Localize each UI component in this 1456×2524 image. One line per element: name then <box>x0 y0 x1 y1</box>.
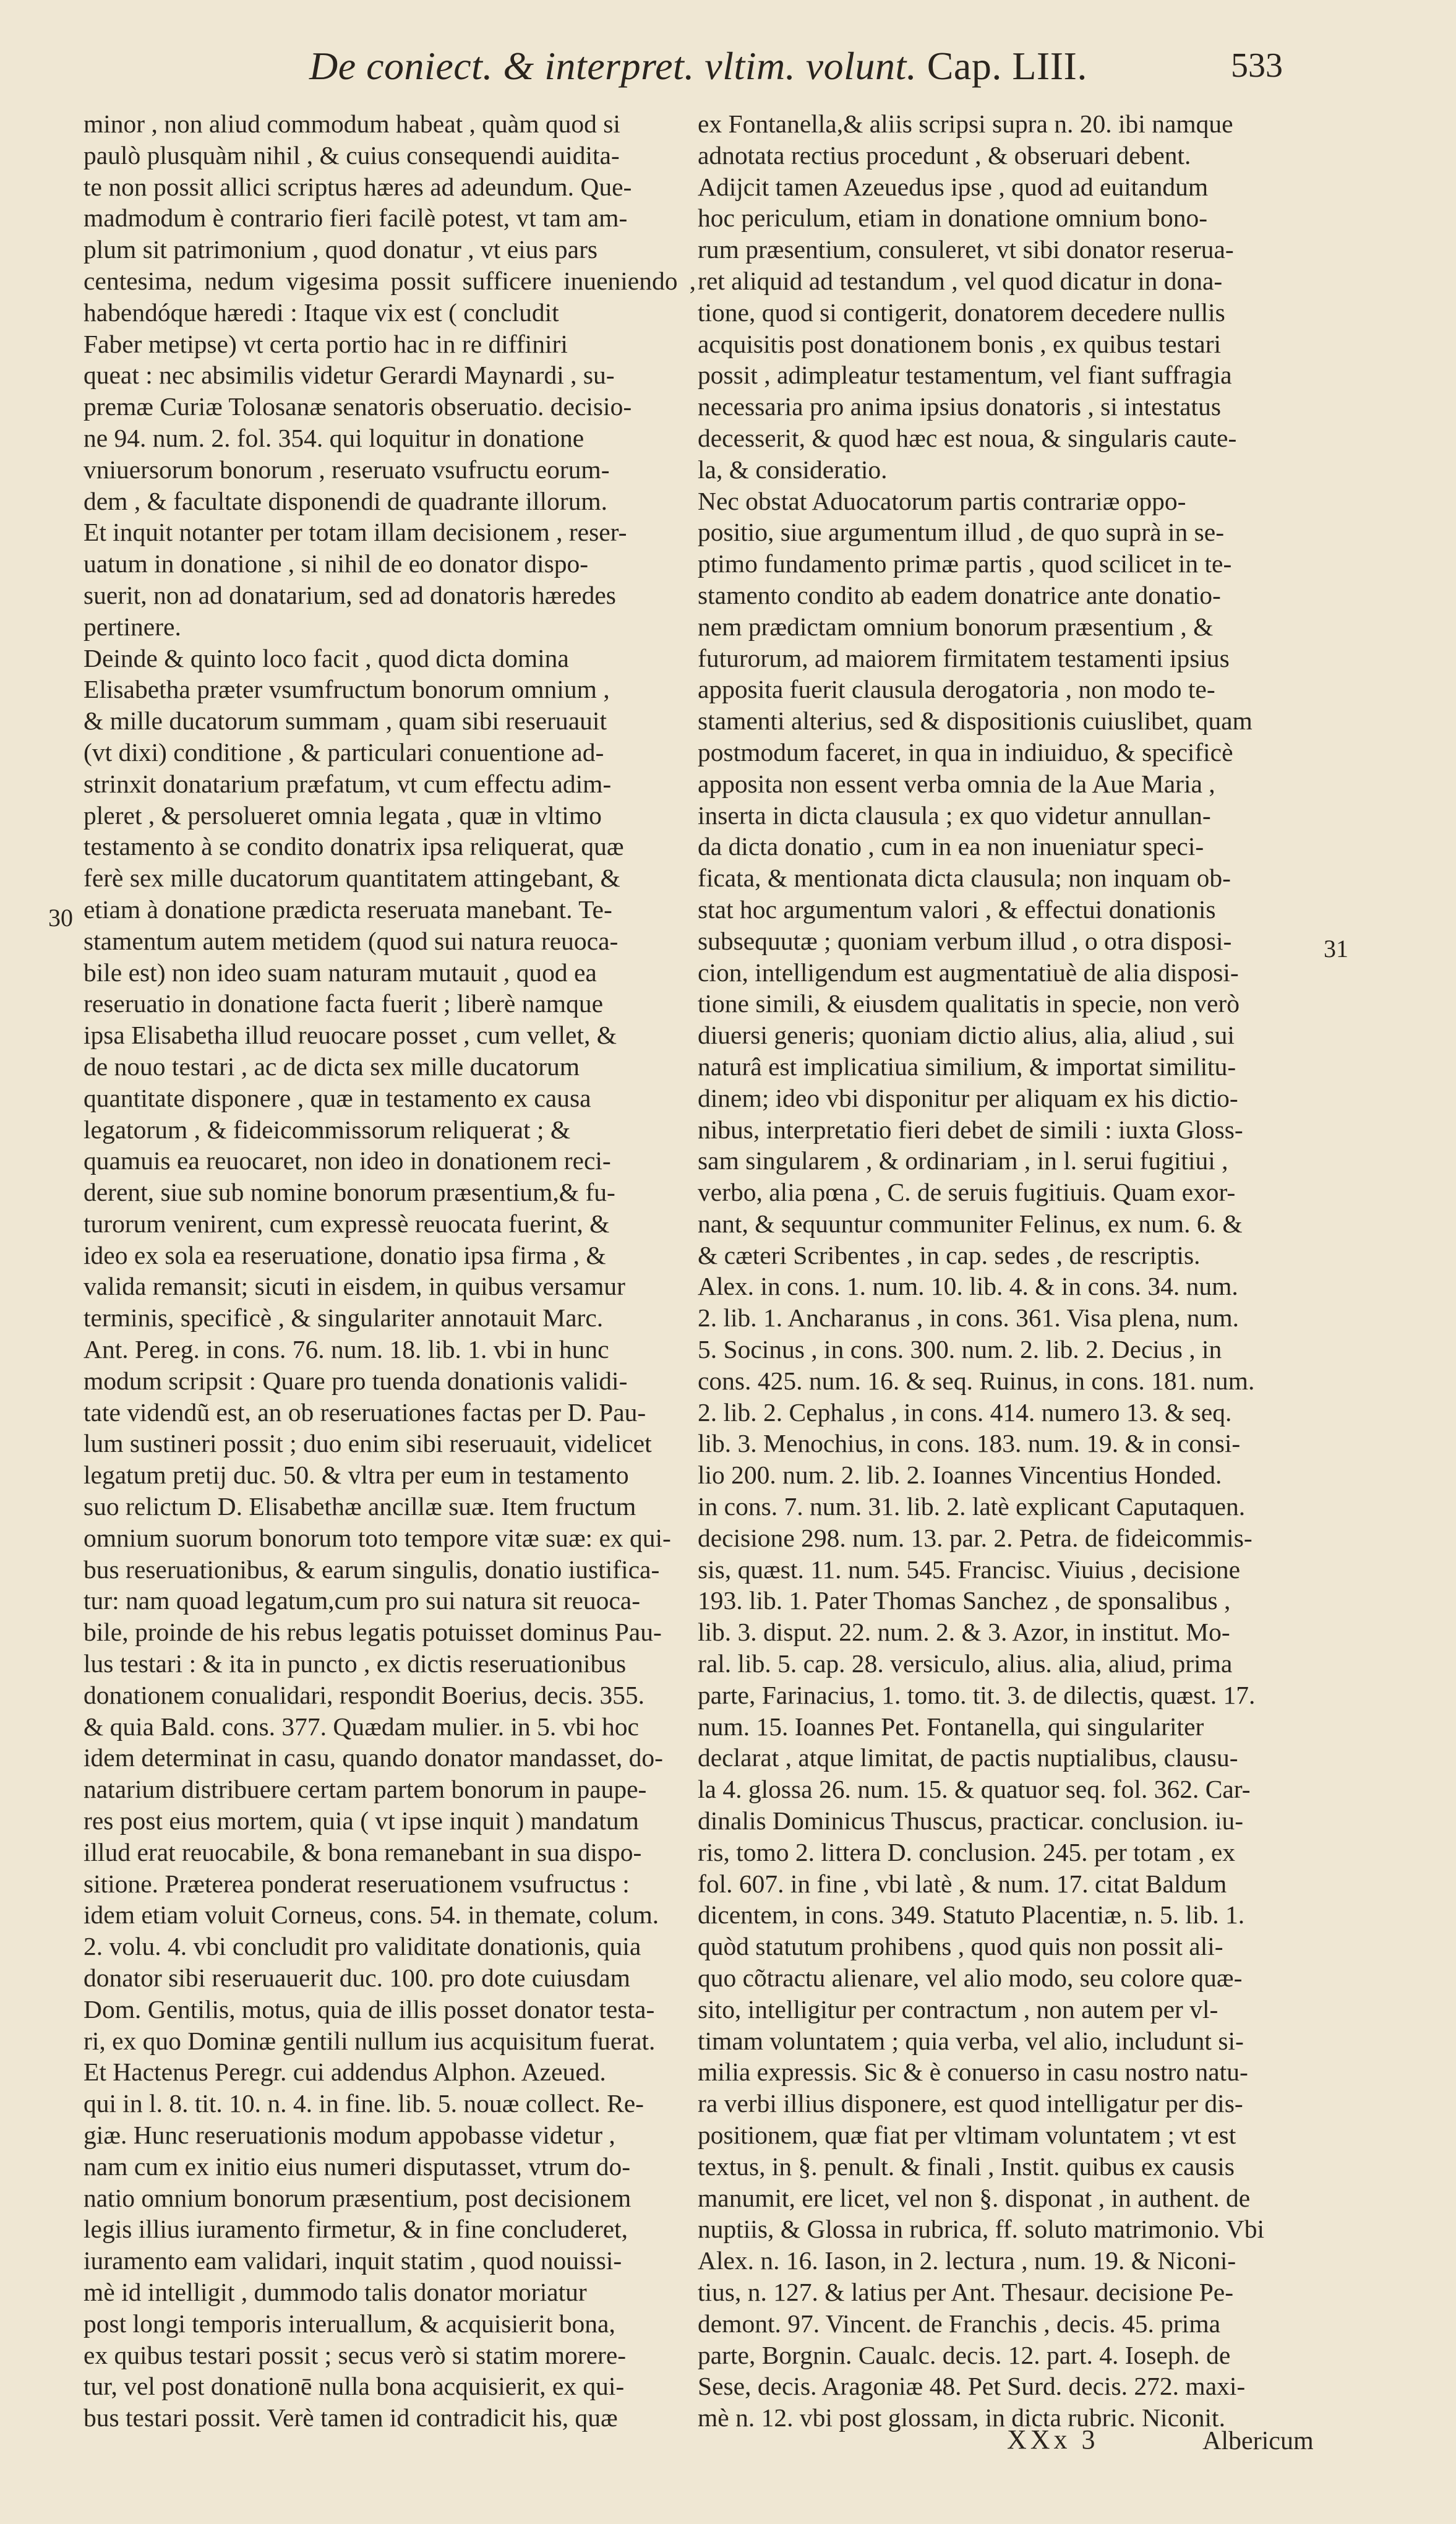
page-header <box>0 37 1456 99</box>
right-column-text: ex Fontanella,& aliis scripsi supra n. 20. ibi namque adnotata rectius procedunt , & obseruari debent. Adijcit tamen Azeuedus ipse , quod ad euitandum hoc periculum, etiam in donatione omnium bono- rum præsentium, consuleret, vt sibi donator reserua- ret aliquid ad testandum , vel quod dicatur in dona- tione, quod si contigerit, donatorem decedere nullis acquisitis post donationem bonis , ex quibus testari possit , adimpleatur testamentum, vel fiant suffragia necessaria pro anima ipsius donatoris , si intestatus decesserit, & quod hæc est noua, & singularis caute- la, & consideratio. Nec obstat Aduocatorum partis contrariæ oppo- positio, siue argumentum illud , de quo suprà in se- ptimo fundamento primæ partis , quod scilicet in te- stamento condito ab eadem donatrice ante donatio- nem prædictam omnium bonorum præsentium , & futurorum, ad maiorem firmitatem testamenti ipsius apposita fuerit clausula derogatoria , non modo te- stamenti alterius, sed & dispositionis cuiuslibet, quam postmodum faceret, in qua in indiuiduo, & specificè apposita non essent verba omnia de la Aue Maria , inserta in dicta clausula ; ex quo videtur annullan- da dicta donatio , cum in ea non inueniatur speci- ficata, & mentionata dicta clausula; non inquam ob- stat hoc argumentum valori , & effectui donationis subsequutæ ; quoniam verbum illud , o otra disposi- cion, intelligendum est augmentatiuè de alia disposi- tione simili, & eiusdem qualitatis in specie, non verò diuersi generis; quoniam dictio alius, alia, aliud , sui naturâ est implicatiua similium, & importat similitu- dinem; ideo vbi disponitur per aliquam ex his dictio- nibus, interpretatio fieri debet de simili : iuxta Gloss- sam singularem , & ordinariam , in l. serui fugitiui , verbo, alia pœna , C. de seruis fugitiuis. Quam exor- nant, & sequuntur communiter Felinus, ex num. 6. & & cæteri Scribentes , in cap. sedes , de rescriptis. Alex. in cons. 1. num. 10. lib. 4. & in cons. 34. num. 2. lib. 1. Ancharanus , in cons. 361. Visa plena, num. 5. Socinus , in cons. 300. num. 2. lib. 2. Decius , in cons. 425. num. 16. & seq. Ruinus, in cons. 181. num. 2. lib. 2. Cephalus , in cons. 414. numero 13. & seq. lib. 3. Menochius, in cons. 183. num. 19. & in consi- lio 200. num. 2. lib. 2. Ioannes Vincentius Honded. in cons. 7. num. 31. lib. 2. latè explicant Caputaquen. decisione 298. num. 13. par. 2. Petra. de fideicommis- sis, quæst. 11. num. 545. Francisc. Viuius , decisione 193. lib. 1. Pater Thomas Sanchez , de sponsalibus , lib. 3. disput. 22. num. 2. & 3. Azor, in institut. Mo- ral. lib. 5. cap. 28. versiculo, alius. alia, aliud, prima parte, Farinacius, 1. tomo. tit. 3. de dilectis, quæst. 17. num. 15. Ioannes Pet. Fontanella, qui singulariter declarat , atque limitat, de pactis nuptialibus, clausu- la 4. glossa 26. num. 15. & quatuor seq. fol. 362. Car- dinalis Dominicus Thuscus, practicar. conclusion. iu- ris, tomo 2. littera D. conclusion. 245. per totam , ex fol. 607. in fine , vbi latè , & num. 17. citat Baldum dicentem, in cons. 349. Statuto Placentiæ, n. 5. lib. 1. quòd statutum prohibens , quod quis non possit ali- quo cõtractu alienare, vel alio modo, seu colore quæ- sito, intelligitur per contractum , non autem per vl- timam voluntatem ; quia verba, vel alio, includunt si- milia expressis. Sic & è conuerso in casu nostro natu- ra verbi illius disponere, est quod intelligatur per dis- positionem, quæ fiat per vltimam voluntatem ; vt est textus, in §. penult. & finali , Instit. quibus ex causis manumit, ere licet, vel non §. disponat , in authent. de nuptiis, & Glossa in rubrica, ff. soluto matrimonio. Vbi Alex. n. 16. Iason, in 2. lectura , num. 19. & Niconi- tius, n. 127. & latius per Ant. Thesaur. decisione Pe- demont. 97. Vincent. de Franchis , decis. 45. prima parte, Borgnin. Caualc. decis. 12. part. 4. Ioseph. de Sese, decis. Aragoniæ 48. Pet Surd. decis. 272. maxi- mè n. 12. vbi post glossam, in dicta rubric. Niconit. <box>698 109 1265 2432</box>
catchword: Albericum <box>1202 2427 1314 2455</box>
page-number: 533 <box>1231 46 1283 85</box>
running-title-text: De coniect. & interpret. vltim. volunt. <box>309 44 917 88</box>
page-footer <box>0 2424 1456 2467</box>
signature-mark: XXx 3 <box>1007 2424 1099 2455</box>
running-title <box>309 43 1087 89</box>
marginal-number-right: 31 <box>1324 935 1348 963</box>
left-column-text: minor , non aliud commodum habeat , quàm quod si paulò plusquàm nihil , & cuius consequendi auidita- te non possit allici scriptus hæres ad adeundum. Que- madmodum è contrario fieri facilè potest, vt tam am- plum sit patrimonium , quod donatur , vt eius pars centesima, nedum vigesima possit sufficere inueniendo , habendóque hæredi : Itaque vix est ( concludit Faber metipse) vt certa portio hac in re diffiniri queat : nec absimilis videtur Gerardi Maynardi , su- premæ Curiæ Tolosanæ senatoris obseruatio. decisio- ne 94. num. 2. fol. 354. qui loquitur in donatione vniuersorum bonorum , reseruato vsufructu eorum- dem , & facultate disponendi de quadrante illorum. Et inquit notanter per totam illam decisionem , reser- uatum in donatione , si nihil de eo donator dispo- suerit, non ad donatarium, sed ad donatoris hæredes pertinere. Deinde & quinto loco facit , quod dicta domina Elisabetha præter vsumfructum bonorum omnium , & mille ducatorum summam , quam sibi reseruauit (vt dixi) conditione , & particulari conuentione ad- strinxit donatarium præfatum, vt cum effectu adim- pleret , & persolueret omnia legata , quæ in vltimo testamento à se condito donatrix ipsa reliquerat, quæ ferè sex mille ducatorum quantitatem attingebant, & etiam à donatione prædicta reseruata manebant. Te- stamentum autem metidem (quod sui natura reuoca- bile est) non ideo suam naturam mutauit , quod ea reseruatio in donatione facta fuerit ; liberè namque ipsa Elisabetha illud reuocare posset , cum vellet, & de nouo testari , ac de dicta sex mille ducatorum quantitate disponere , quæ in testamento ex causa legatorum , & fideicommissorum reliquerat ; & quamuis ea reuocaret, non ideo in donationem reci- derent, siue sub nomine bonorum præsentium,& fu- turorum venirent, cum expressè reuocata fuerint, & ideo ex sola ea reseruatione, donatio ipsa firma , & valida remansit; sicuti in eisdem, in quibus versamur terminis, specificè , & singulariter annotauit Marc. Ant. Pereg. in cons. 76. num. 18. lib. 1. vbi in hunc modum scripsit : Quare pro tuenda donationis validi- tate videndũ est, an ob reseruationes factas per D. Pau- lum sustineri possit ; duo enim sibi reseruauit, videlicet legatum pretij duc. 50. & vltra per eum in testamento suo relictum D. Elisabethæ ancillæ suæ. Item fructum omnium suorum bonorum toto tempore vitæ suæ: ex qui- bus reseruationibus, & earum singulis, donatio iustifica- tur: nam quoad legatum,cum pro sui natura sit reuoca- bile, proinde de his rebus legatis potuisset dominus Pau- lus testari : & ita in puncto , ex dictis reseruationibus donationem conualidari, respondit Boerius, decis. 355. & quia Bald. cons. 377. Quædam mulier. in 5. vbi hoc idem determinat in casu, quando donator mandasset, do- natarium distribuere certam partem bonorum in paupe- res post eius mortem, quia ( vt ipse inquit ) mandatum illud erat reuocabile, & bona remanebant in sua dispo- sitione. Præterea ponderat reseruationem vsufructus : idem etiam voluit Corneus, cons. 54. in themate, colum. 2. volu. 4. vbi concludit pro validitate donationis, quia donator sibi reseruauerit duc. 100. pro dote cuiusdam Dom. Gentilis, motus, quia de illis posset donator testa- ri, ex quo Dominæ gentili nullum ius acquisitum fuerat. Et Hactenus Peregr. cui addendus Alphon. Azeued. qui in l. 8. tit. 10. n. 4. in fine. lib. 5. nouæ collect. Re- giæ. Hunc reseruationis modum appobasse videtur , nam cum ex initio eius numeri disputasset, vtrum do- natio omnium bonorum præsentium, post decisionem legis illius iuramento firmetur, & in fine concluderet, iuramento eam validari, inquit statim , quod nouissi- mè id intelligit , dummodo talis donator moriatur post longi temporis interuallum, & acquisierit bona, ex quibus testari possit ; secus verò si statim morere- tur, vel post donationē nulla bona acquisierit, ex qui- bus testari possit. Verè tamen id contradicit his, quæ <box>84 109 696 2432</box>
chapter-label: Cap. LIII. <box>927 44 1087 88</box>
marginal-number-left: 30 <box>48 904 73 932</box>
